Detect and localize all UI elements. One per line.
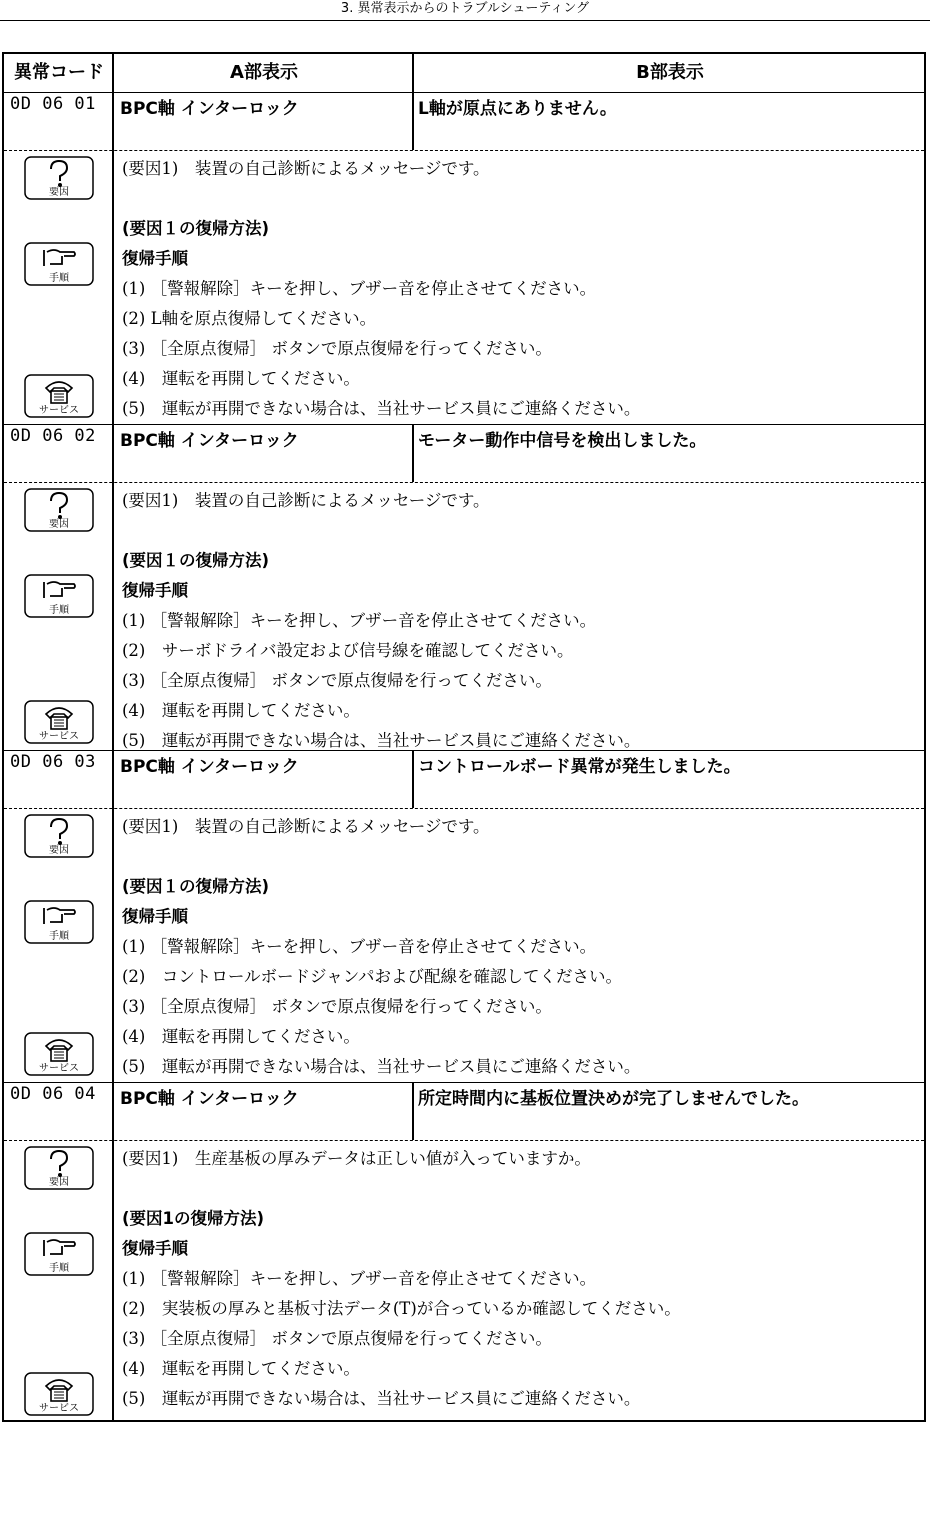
icon-label: 要因	[49, 519, 69, 530]
a-display-text: BPC軸 インターロック	[120, 431, 299, 451]
dashed-separator	[4, 1140, 924, 1141]
icon-label: サービス	[39, 1063, 79, 1074]
text-line: (4) 運転を再開してください。	[122, 1027, 360, 1046]
icon-label: 手順	[49, 605, 69, 616]
service-icon	[24, 700, 94, 744]
column-divider	[412, 424, 414, 482]
procedure-icon	[24, 242, 94, 286]
error-section	[4, 1082, 924, 1422]
text-line: (要因1) 装置の自己診断によるメッセージです。	[122, 817, 490, 836]
icon-label: 要因	[49, 187, 69, 198]
text-line: (2) L軸を原点復帰してください。	[122, 309, 377, 328]
dashed-separator	[4, 482, 924, 483]
text-line: (3) ［全原点復帰］ ボタンで原点復帰を行ってください。	[122, 339, 552, 358]
dashed-separator	[4, 808, 924, 809]
icon-label: 手順	[49, 1263, 69, 1274]
text-line: (4) 運転を再開してください。	[122, 1359, 360, 1378]
text-line	[122, 516, 902, 546]
column-divider	[412, 1082, 414, 1140]
text-line: (5) 運転が再開できない場合は、当社サービス員にご連絡ください。	[122, 1057, 641, 1076]
section-header-row	[4, 92, 924, 150]
cause-icon	[24, 488, 94, 532]
error-code: 0D 06 04	[10, 1084, 96, 1104]
procedure-icon	[24, 574, 94, 618]
text-line: 復帰手順	[122, 907, 188, 926]
text-line: (1) ［警報解除］キーを押し、ブザー音を停止させてください。	[122, 611, 597, 630]
text-line: (4) 運転を再開してください。	[122, 701, 360, 720]
page-header: 3. 異常表示からのトラブルシューティング	[0, 0, 930, 21]
table-header	[4, 54, 924, 93]
column-divider	[412, 750, 414, 808]
dashed-separator	[4, 150, 924, 151]
error-section	[4, 424, 924, 750]
text-line: (1) ［警報解除］キーを押し、ブザー音を停止させてください。	[122, 279, 597, 298]
a-display-text: BPC軸 インターロック	[120, 99, 299, 119]
error-code: 0D 06 03	[10, 752, 96, 772]
cause-icon	[24, 814, 94, 858]
text-line: (要因１の復帰方法)	[122, 877, 270, 896]
text-line: (3) ［全原点復帰］ ボタンで原点復帰を行ってください。	[122, 671, 552, 690]
text-line: (1) ［警報解除］キーを押し、ブザー音を停止させてください。	[122, 937, 597, 956]
text-line: (3) ［全原点復帰］ ボタンで原点復帰を行ってください。	[122, 1329, 552, 1348]
section-header-row	[4, 424, 924, 482]
service-icon	[24, 1032, 94, 1076]
cause-icon	[24, 156, 94, 200]
text-line: (要因1) 生産基板の厚みデータは正しい値が入っていますか。	[122, 1149, 591, 1168]
icon-label: 要因	[49, 845, 69, 856]
icon-label: 手順	[49, 273, 69, 284]
procedure-icon	[24, 900, 94, 944]
text-line: 復帰手順	[122, 249, 188, 268]
text-line: (要因１の復帰方法)	[122, 551, 270, 570]
column-divider-header	[412, 54, 414, 92]
b-display-text: 所定時間内に基板位置決めが完了しませんでした。	[418, 1089, 809, 1109]
b-display-text: コントロールボード異常が発生しました。	[418, 757, 741, 777]
recovery-text	[122, 1144, 902, 1414]
error-section	[4, 750, 924, 1082]
text-line: (5) 運転が再開できない場合は、当社サービス員にご連絡ください。	[122, 399, 641, 418]
text-line: (2) サーボドライバ設定および信号線を確認してください。	[122, 641, 574, 660]
icon-label: 手順	[49, 931, 69, 942]
icon-label: サービス	[39, 731, 79, 742]
text-line: (1) ［警報解除］キーを押し、ブザー音を停止させてください。	[122, 1269, 597, 1288]
cause-icon	[24, 1146, 94, 1190]
service-icon	[24, 1372, 94, 1416]
section-header-row	[4, 750, 924, 808]
a-display-text: BPC軸 インターロック	[120, 1089, 299, 1109]
recovery-text	[122, 812, 902, 1082]
procedure-icon	[24, 1232, 94, 1276]
column-divider	[412, 92, 414, 150]
text-line: (要因1の復帰方法)	[122, 1209, 265, 1228]
text-line: (2) コントロールボードジャンパおよび配線を確認してください。	[122, 967, 623, 986]
text-line: (3) ［全原点復帰］ ボタンで原点復帰を行ってください。	[122, 997, 552, 1016]
error-code: 0D 06 01	[10, 94, 96, 114]
trouble-table	[2, 52, 926, 1422]
icon-label: サービス	[39, 1403, 79, 1414]
header-a-display: A部表示	[230, 62, 298, 83]
text-line: (要因1) 装置の自己診断によるメッセージです。	[122, 491, 490, 510]
text-line: (5) 運転が再開できない場合は、当社サービス員にご連絡ください。	[122, 731, 641, 750]
b-display-text: モーター動作中信号を検出しました。	[418, 431, 707, 451]
a-display-text: BPC軸 インターロック	[120, 757, 299, 777]
error-section	[4, 92, 924, 424]
text-line: (5) 運転が再開できない場合は、当社サービス員にご連絡ください。	[122, 1389, 641, 1408]
section-header-row	[4, 1082, 924, 1140]
text-line	[122, 842, 902, 872]
b-display-text: L軸が原点にありません。	[418, 99, 617, 119]
text-line	[122, 1174, 902, 1204]
error-code: 0D 06 02	[10, 426, 96, 446]
icon-label: サービス	[39, 405, 79, 416]
text-line: 復帰手順	[122, 581, 188, 600]
service-icon	[24, 374, 94, 418]
header-code: 異常コード	[14, 62, 104, 83]
text-line	[122, 184, 902, 214]
text-line: (4) 運転を再開してください。	[122, 369, 360, 388]
header-b-display: B部表示	[636, 62, 704, 83]
icon-label: 要因	[49, 1177, 69, 1188]
recovery-text	[122, 486, 902, 756]
text-line: 復帰手順	[122, 1239, 188, 1258]
text-line: (要因１の復帰方法)	[122, 219, 270, 238]
text-line: (要因1) 装置の自己診断によるメッセージです。	[122, 159, 490, 178]
text-line: (2) 実装板の厚みと基板寸法データ(T)が合っているか確認してください。	[122, 1299, 681, 1318]
recovery-text	[122, 154, 902, 424]
